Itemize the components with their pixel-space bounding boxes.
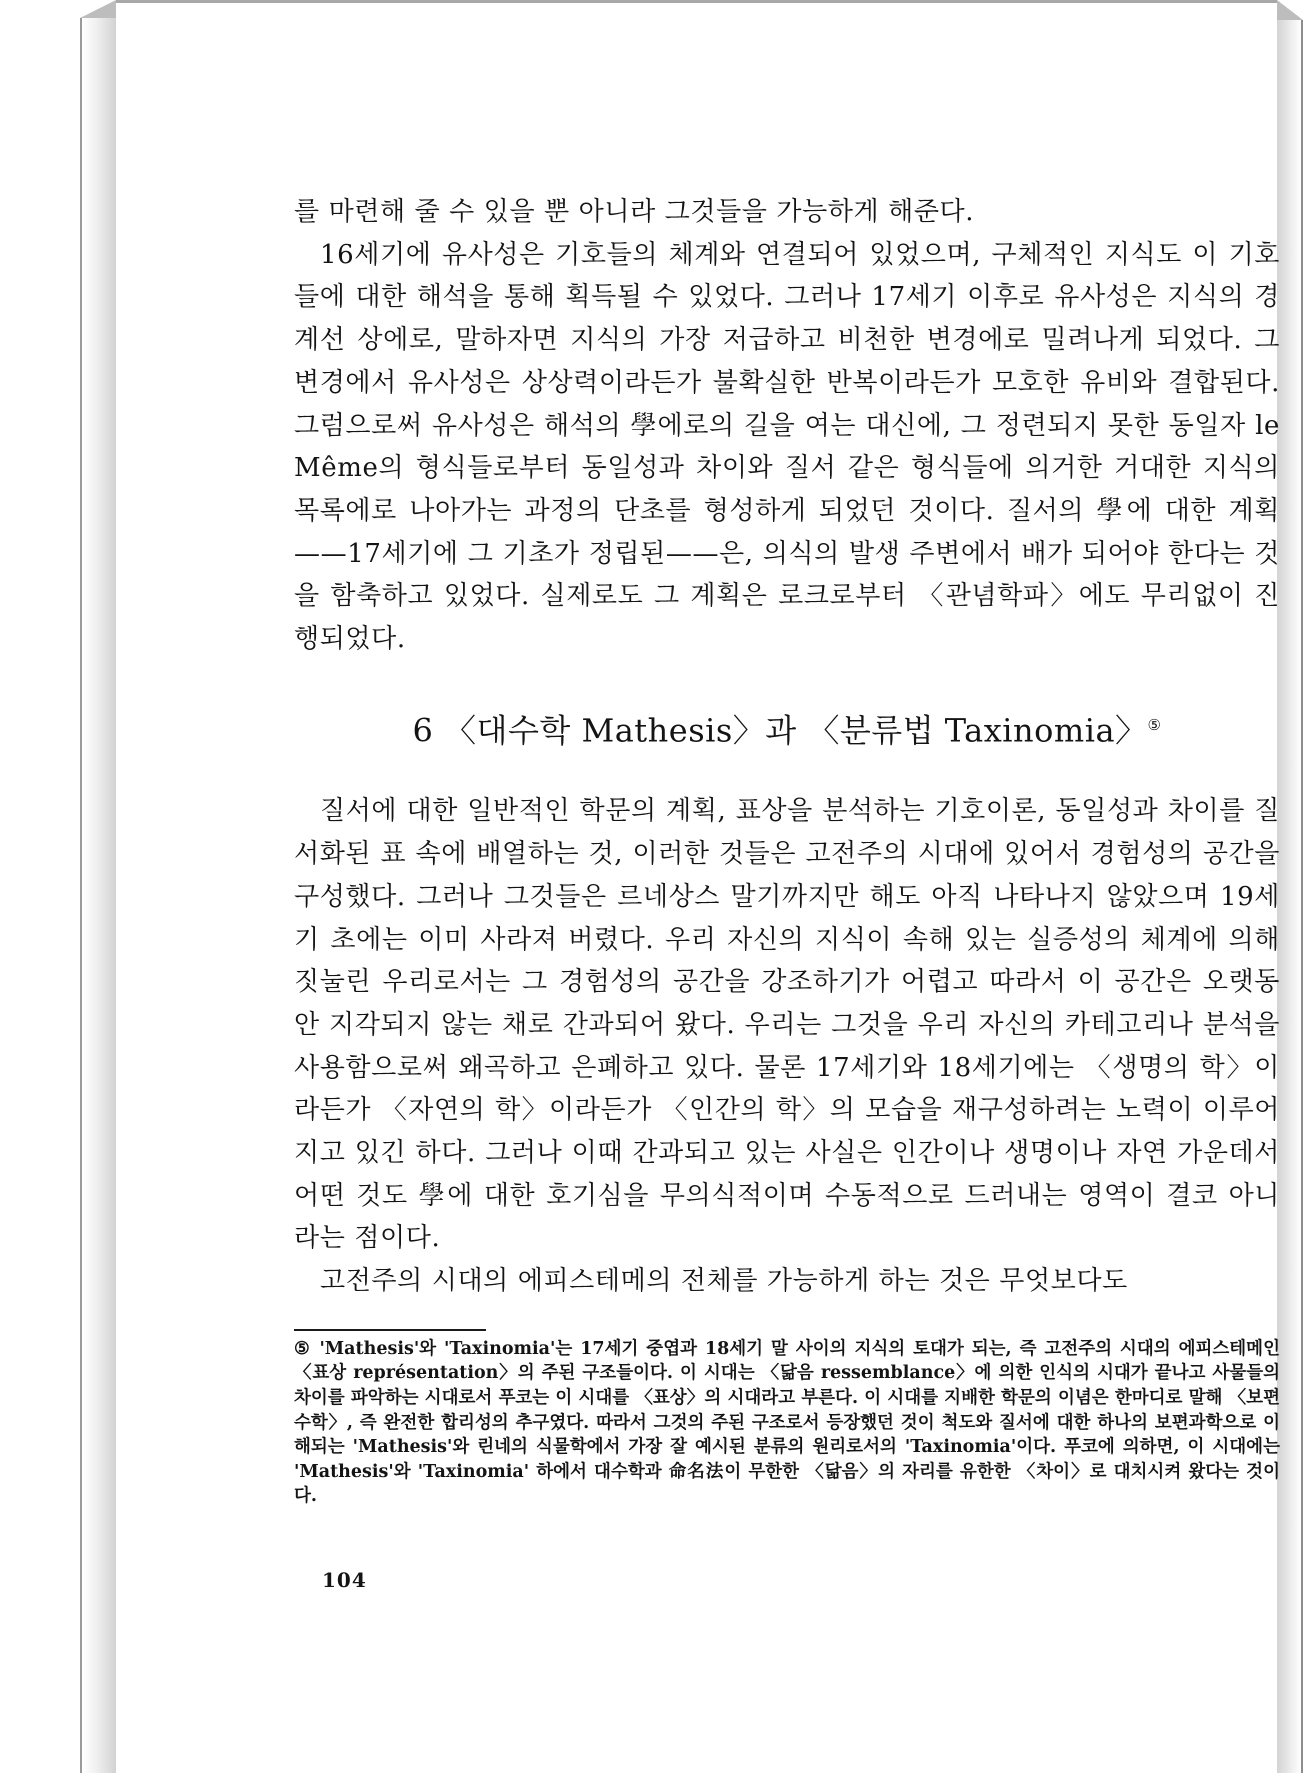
paragraph-continuation: 를 마련해 줄 수 있을 뿐 아니라 그것들을 가능하게 해준다. [294, 197, 975, 227]
book-left-edge [80, 0, 118, 1773]
paragraph-body-1: 질서에 대한 일반적인 학문의 계획, 표상을 분석하는 기호이론, 동일성과 차이를 질서화된 표 속에 배열하는 것, 이러한 것들은 고전주의 시대에 있어서 경험성의 공간을 구성했다. 그러나 그것들은 르네상스 말기까지만 해도 아직 나타나지 않았으며 19세기 초에는 이미 사라져 버렸다. 우리 자신의 지식이 속해 있는 실증성의 체계에 의해 짓눌린 우리로서는 그 경험성의 공간을 강조하기가 어렵고 따라서 이 공간은 오랫동안 지각되지 않는 채로 간과되어 왔다. 우리는 그것을 우리 자신의 카테고리나 분석을 사용함으로써 왜곡하고 은폐하고 있다. 물론 17세기와 18세기에는 〈생명의 학〉이라든가 〈자연의 학〉이라든가 〈인간의 학〉의 모습을 재구성하려는 노력이 이루어지고 있긴 하다. 그러나 이때 간과되고 있는 사실은 인간이나 생명이나 자연 가운데서 어떤 것도 學에 대한 호기심을 무의식적이며 수동적으로 드러내는 영역이 결코 아니라는 점이다. [294, 796, 1280, 1254]
footnote-text: 'Mathesis'와 'Taxinomia'는 17세기 중엽과 18세기 말 사이의 지식의 토대가 되는, 즉 고전주의 시대의 에피스테메인 〈표상 représentation〉의 주된 구조들이다. 이 시대는 〈닮음 ressemblance〉에 의한 인식의 시대가 끝나고 사물들의 차이를 파악하는 시대로서 푸코는 이 시대를 〈표상〉의 시대라고 부른다. 이 시대를 지배한 학문의 이념은 한마디로 말해 〈보편수학〉, 즉 완전한 합리성의 추구였다. 따라서 그것의 주된 구조로서 등장했던 것이 척도와 질서에 대한 하나의 보편과학으로 이해되는 'Mathesis'와 린네의 식물학에서 가장 잘 예시된 분류의 원리로서의 'Taxinomia'이다. 푸코에 의하면, 이 시대에는 'Mathesis'와 'Taxinomia' 하에서 대수학과 命名法이 무한한 〈닮음〉의 자리를 유한한 〈차이〉로 대치시켜 왔다는 것이다. [294, 1338, 1280, 1507]
section-heading [294, 703, 1280, 753]
footnote [294, 1337, 1280, 1509]
footnote-divider [294, 1329, 486, 1331]
page-content [294, 191, 1280, 1509]
section-heading-text: 6 〈대수학 Mathesis〉과 〈분류법 Taxinomia〉 [412, 711, 1148, 750]
page-number: 104 [322, 1568, 367, 1592]
footnote-marker: ⑤ [294, 1338, 312, 1359]
footnote-reference: ⑤ [1147, 715, 1162, 734]
book-page [116, 3, 1280, 1773]
paragraph-resemblance: 16세기에 유사성은 기호들의 체계와 연결되어 있었으며, 구체적인 지식도 이 기호들에 대한 해석을 통해 획득될 수 있었다. 그러나 17세기 이후로 유사성은 지식의 경계선 상에로, 말하자면 지식의 가장 저급하고 비천한 변경에로 밀려나게 되었다. 그 변경에서 유사성은 상상력이라든가 불확실한 반복이라든가 모호한 유비와 결합된다. 그럼으로써 유사성은 해석의 學에로의 길을 여는 대신에, 그 정련되지 못한 동일자 le Même의 형식들로부터 동일성과 차이와 질서 같은 형식들에 의거한 거대한 지식의 목록에로 나아가는 과정의 단초를 형성하게 되었던 것이다. 질서의 學에 대한 계획——17세기에 그 기초가 정립된——은, 의식의 발생 주변에서 배가 되어야 한다는 것을 함축하고 있었다. 실제로도 그 계획은 로크로부터 〈관념학파〉에도 무리없이 진행되었다. [294, 239, 1280, 655]
paragraph-body-2: 고전주의 시대의 에피스테메의 전체를 가능하게 하는 것은 무엇보다도 [320, 1266, 1128, 1297]
